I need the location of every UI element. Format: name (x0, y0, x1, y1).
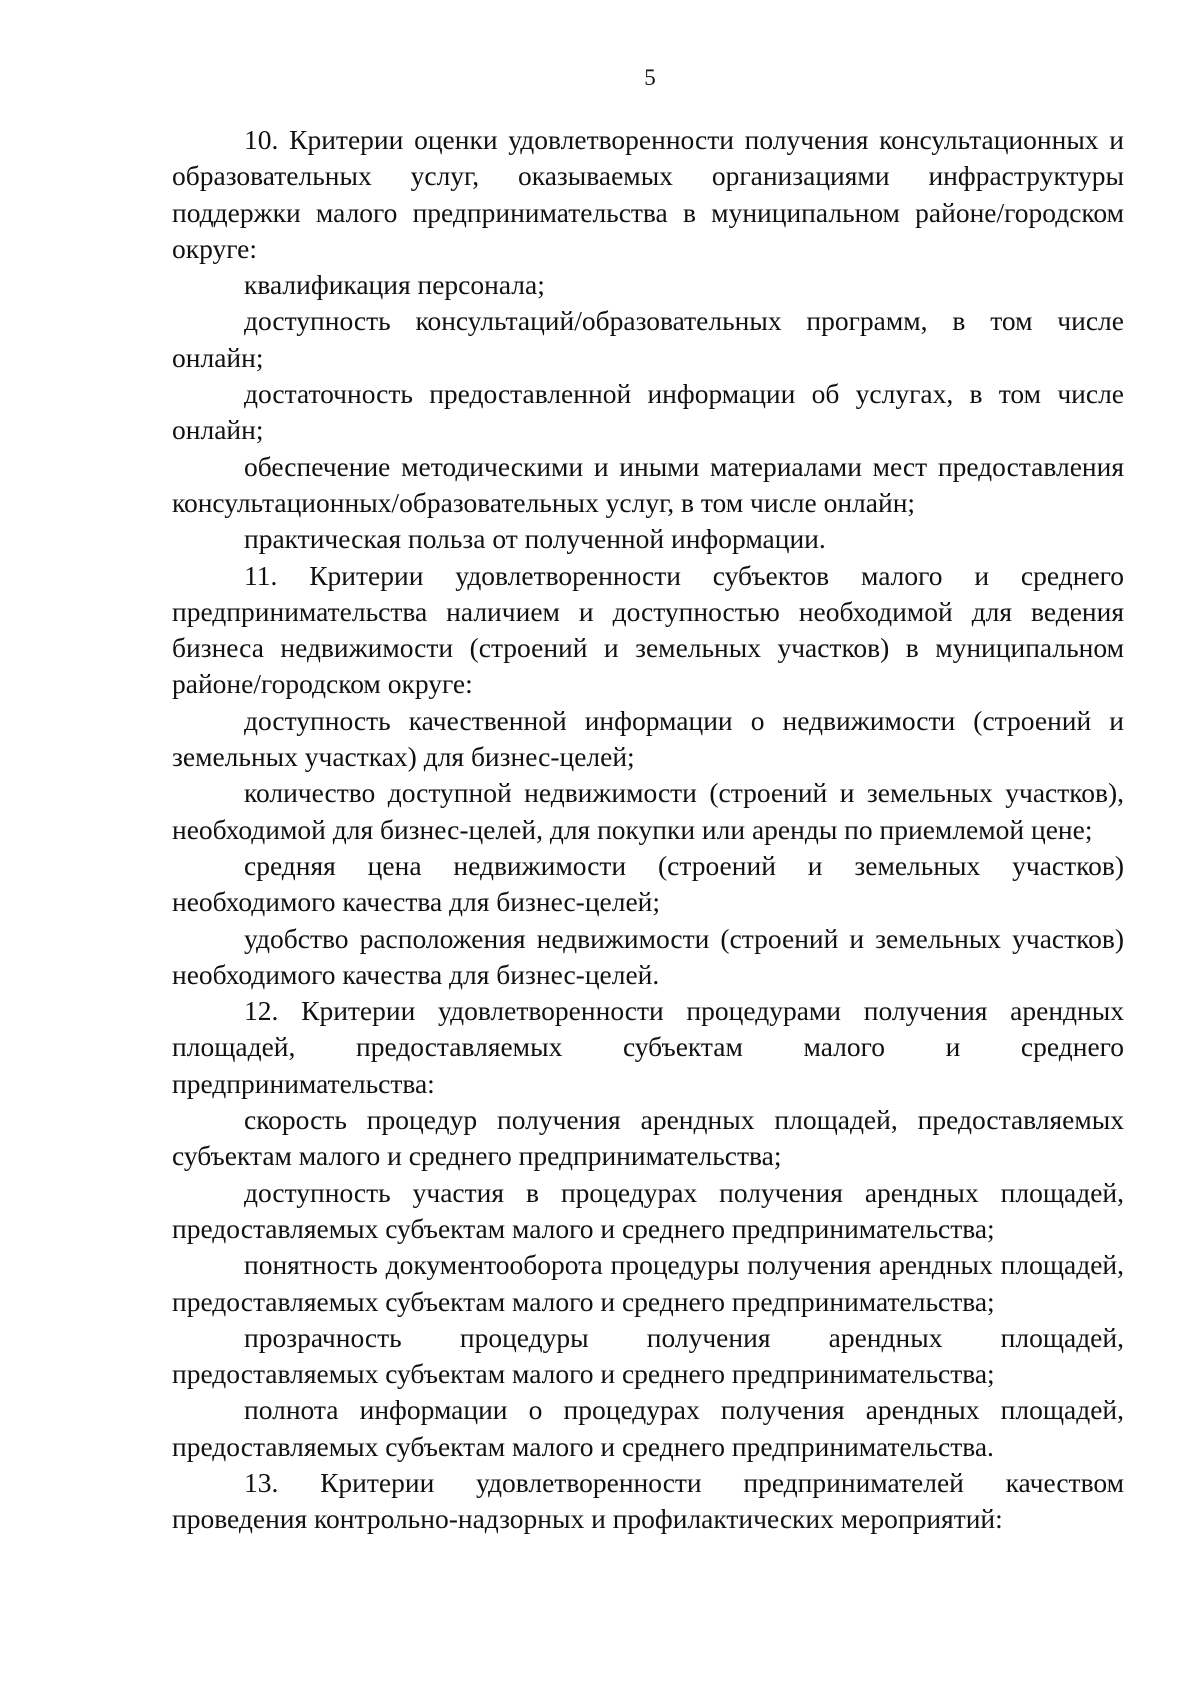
document-page (172, 64, 1124, 1538)
page-number: 5 (644, 65, 656, 90)
criterion-item: достаточность предоставленной информации об услугах, в том числе онлайн; (172, 378, 1124, 446)
section-12-heading: 12. Критерии удовлетворенности процедурами получения арендных площадей, предоставляемых субъектам малого и среднего предпринимательства: (172, 995, 1124, 1099)
criterion-item: полнота информации о процедурах получения арендных площадей, предоставляемых субъектам малого и среднего предпринимательства. (172, 1394, 1124, 1462)
criterion-item: прозрачность процедуры получения арендных площадей, предоставляемых субъектам малого и среднего предпринимательства; (172, 1321, 1124, 1390)
criterion-item: удобство расположения недвижимости (строений и земельных участков) необходимого качества для бизнес-целей. (172, 922, 1124, 990)
criterion-item: квалификация персонала; (244, 269, 545, 301)
criterion-item: доступность участия в процедурах получения арендных площадей, предоставляемых субъектам малого и среднего предпринимательства; (172, 1176, 1124, 1244)
section-13-heading: 13. Критерии удовлетворенности предпринимателей качеством проведения контрольно-надзорных и профилактических мероприятий: (172, 1466, 1124, 1535)
criterion-item: средняя цена недвижимости (строений и земельных участков) необходимого качества для бизнес-целей; (172, 849, 1124, 918)
criterion-item: количество доступной недвижимости (строений и земельных участков), необходимой для бизнес-целей, для покупки или аренды по приемлемой цене; (172, 777, 1124, 845)
criterion-item: обеспечение методическими и иными материалами мест предоставления консультационных/образовательных услуг, в том числе онлайн; (172, 450, 1124, 518)
criterion-item: доступность качественной информации о недвижимости (строений и земельных участках) для бизнес-целей; (172, 704, 1124, 773)
criterion-item: скорость процедур получения арендных площадей, предоставляемых субъектам малого и среднего предпринимательства; (172, 1104, 1124, 1172)
section-10-heading: 10. Критерии оценки удовлетворенности получения консультационных и образовательных услуг, оказываемых организациями инфраструктуры поддержки малого предпринимательства в муниципальном районе/городском округе: (172, 124, 1124, 264)
criterion-item: доступность консультаций/образовательных программ, в том числе онлайн; (172, 305, 1124, 373)
section-11-heading: 11. Критерии удовлетворенности субъектов малого и среднего предпринимательства наличием и доступностью необходимой для ведения бизнеса недвижимости (строений и земельных участков) в муниципальном районе/городском округе: (172, 559, 1124, 700)
criterion-item: понятность документооборота процедуры получения арендных площадей, предоставляемых субъектам малого и среднего предпринимательства; (172, 1249, 1124, 1317)
criterion-item: практическая польза от полученной информации. (244, 523, 826, 555)
